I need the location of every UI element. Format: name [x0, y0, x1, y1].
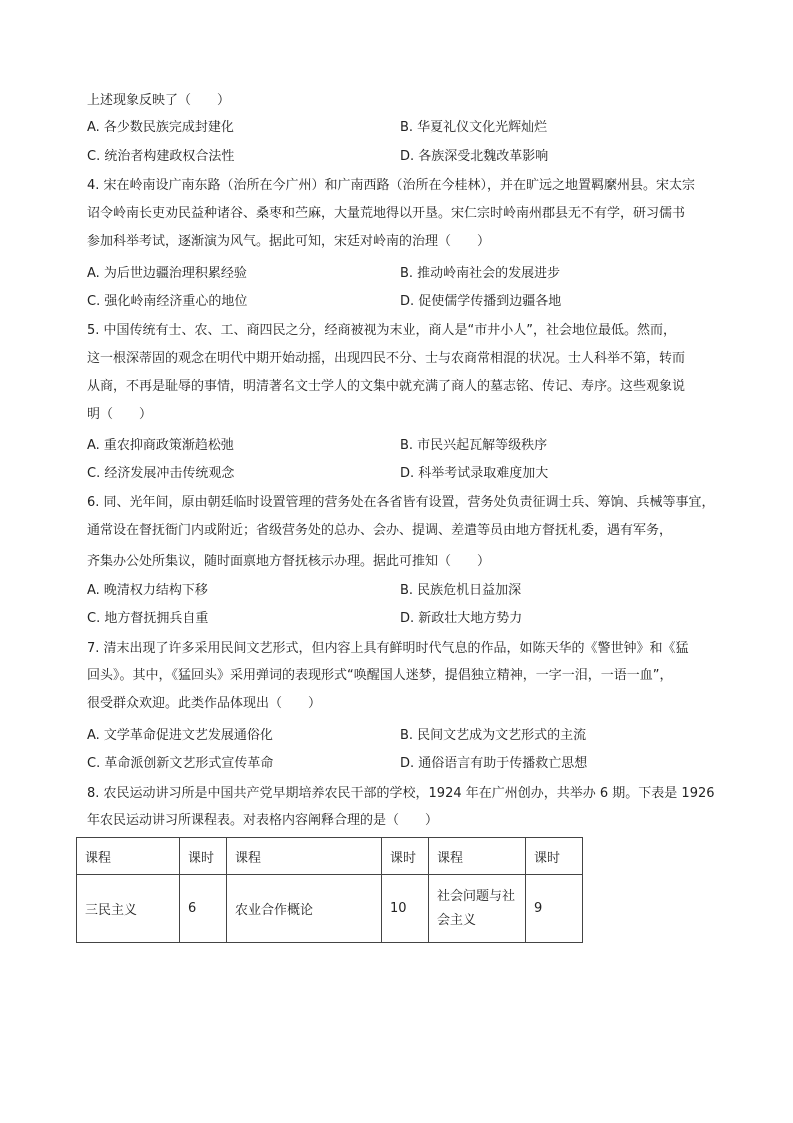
table-cell: 6: [180, 875, 227, 943]
option-a[interactable]: A. 文学革命促进文艺发展通俗化: [87, 728, 273, 743]
course-schedule-table: [76, 837, 583, 943]
table-row: [77, 875, 583, 943]
question-6-line-1: 6. 同、光年间，原由朝廷临时设置管理的营务处在各省皆有设置，营务处负责征调士兵、筹饷、兵械等事宜，: [87, 495, 715, 510]
question-5-options-row-2: [87, 465, 727, 483]
option-c[interactable]: C. 地方督抚拥兵自重: [87, 611, 209, 626]
option-a[interactable]: A. 为后世边疆治理积累经验: [87, 266, 247, 281]
question-7-options-row-2: [87, 755, 727, 773]
option-a[interactable]: A. 各少数民族完成封建化: [87, 120, 234, 135]
option-b[interactable]: B. 华夏礼仪文化光辉灿烂: [400, 120, 548, 135]
question-5-line-3: 从商，不再是耻辱的事情，明清著名文士学人的文集中就充满了商人的墓志铭、传记、寿序。这些观象说: [87, 379, 686, 394]
option-d[interactable]: D. 各族深受北魏改革影响: [400, 149, 549, 164]
question-5-line-4: 明（ ）: [87, 407, 153, 422]
option-b[interactable]: B. 民族危机日益加深: [400, 583, 522, 598]
question-3-stem: 上述现象反映了（ ）: [87, 93, 231, 108]
question-7-line-2: 回头》。其中，《猛回头》采用弹词的表现形式“唤醒国人迷梦，提倡独立精神，一字一泪，一语一血”，: [87, 668, 673, 683]
table-header-cell: 课程: [77, 838, 180, 875]
option-c[interactable]: C. 统治者构建政权合法性: [87, 149, 235, 164]
question-4-line-1: 4. 宋在岭南设广南东路（治所在今广州）和广南西路（治所在今桂林），并在旷远之地置羁縻州县。宋太宗: [87, 178, 696, 193]
question-4-options-row-2: [87, 293, 727, 311]
option-d[interactable]: D. 促使儒学传播到边疆各地: [400, 294, 562, 309]
option-b[interactable]: B. 市民兴起瓦解等级秩序: [400, 438, 548, 453]
question-7-line-3: 很受群众欢迎。此类作品体现出（ ）: [87, 696, 322, 711]
option-d[interactable]: D. 科举考试录取难度加大: [400, 466, 549, 481]
question-4-options-row-1: [87, 265, 727, 283]
table-header-row: [77, 838, 583, 875]
table-header-cell: 课时: [526, 838, 583, 875]
option-d[interactable]: D. 新政壮大地方势力: [400, 611, 523, 626]
question-7-line-1: 7. 清末出现了许多采用民间文艺形式，但内容上具有鲜明时代气息的作品，如陈天华的《警世钟》和《猛: [87, 641, 689, 656]
question-5-line-2: 这一根深蒂固的观念在明代中期开始动摇，出现四民不分、士与农商常相混的状况。士人科举不第，转而: [87, 351, 686, 366]
option-a[interactable]: A. 重农抑商政策渐趋松弛: [87, 438, 234, 453]
option-b[interactable]: B. 民间文艺成为文艺形式的主流: [400, 728, 587, 743]
question-4-line-2: 诏令岭南长吏劝民益种诸谷、桑枣和苎麻，大量荒地得以开垦。宋仁宗时岭南州郡县无不有学，研习儒书: [87, 206, 686, 221]
table-header-cell: 课时: [180, 838, 227, 875]
question-6-line-2: 通常设在督抚衙门内或附近；省级营务处的总办、会办、提调、差遣等员由地方督抚札委，遇有军务，: [87, 523, 673, 538]
table-cell: 农业合作概论: [227, 875, 382, 943]
question-7-options-row-1: [87, 727, 727, 745]
table-header-cell: 课程: [429, 838, 526, 875]
question-6-line-3: 齐集办公处所集议，随时面禀地方督抚核示办理。据此可推知（ ）: [87, 554, 491, 569]
table-cell: 社会问题与社会主义: [429, 875, 526, 943]
option-c[interactable]: C. 经济发展冲击传统观念: [87, 466, 235, 481]
option-c[interactable]: C. 强化岭南经济重心的地位: [87, 294, 248, 309]
question-4-line-3: 参加科举考试，逐渐演为风气。据此可知，宋廷对岭南的治理（ ）: [87, 234, 491, 249]
question-3-options-row-2: [87, 148, 727, 166]
question-6-options-row-1: [87, 582, 727, 600]
table-cell: 9: [526, 875, 583, 943]
question-8-line-1: 8. 农民运动讲习所是中国共产党早期培养农民干部的学校，1924 年在广州创办，共举办 6 期。下表是 1926: [87, 786, 715, 801]
question-8-line-2: 年农民运动讲习所课程表。对表格内容阐释合理的是（ ）: [87, 813, 439, 828]
question-3-options-row-1: [87, 119, 727, 137]
question-5-options-row-1: [87, 437, 727, 455]
table-cell: 三民主义: [77, 875, 180, 943]
option-b[interactable]: B. 推动岭南社会的发展进步: [400, 266, 561, 281]
table-cell: 10: [382, 875, 429, 943]
table-header-cell: 课时: [382, 838, 429, 875]
option-c[interactable]: C. 革命派创新文艺形式宣传革命: [87, 756, 274, 771]
table-header-cell: 课程: [227, 838, 382, 875]
question-6-options-row-2: [87, 610, 727, 628]
option-a[interactable]: A. 晚清权力结构下移: [87, 583, 208, 598]
option-d[interactable]: D. 通俗语言有助于传播救亡思想: [400, 756, 588, 771]
question-5-line-1: 5. 中国传统有士、农、工、商四民之分，经商被视为末业，商人是“市井小人”，社会地位最低。然而，: [87, 323, 677, 338]
